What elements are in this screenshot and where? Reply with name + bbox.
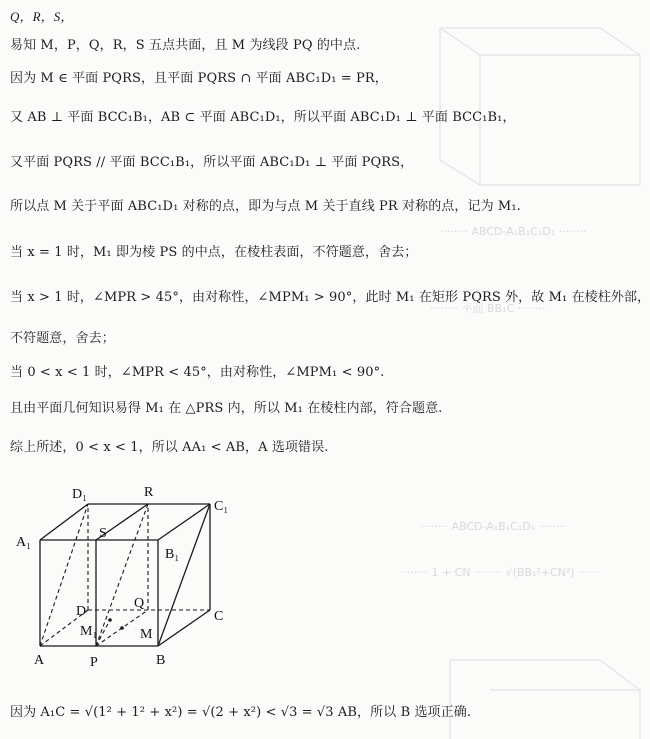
text-line-7: 当 x = 1 时，M₁ 即为棱 PS 的中点，在棱柱表面，不符题意，舍去； — [10, 245, 418, 260]
label-m1: M₁ — [80, 624, 98, 639]
label-q: Q — [134, 596, 145, 611]
label-a1: A₁ — [16, 535, 31, 550]
text-line-4: 又 AB ⊥ 平面 BCC₁B₁，AB ⊂ 平面 ABC₁D₁，所以平面 ABC₁D₁ ⊥ 平面 BCC₁B₁， — [10, 110, 516, 125]
label-r: R — [144, 485, 154, 500]
hidden-edge-p-m1 — [96, 620, 110, 646]
label-b: B — [156, 653, 166, 668]
text-line-12: 综上所述，0 < x < 1，所以 AA₁ < AB，A 选项错误. — [10, 440, 329, 455]
text-line-11: 且由平面几何知识易得 M₁ 在 △PRS 内，所以 M₁ 在棱柱内部，符合题意. — [10, 401, 443, 416]
point-m1 — [108, 618, 112, 622]
bleed-through-text-2: ········ 平面 BB₁C ········ — [430, 302, 546, 315]
point-m — [120, 626, 124, 630]
text-line-10: 当 0 < x < 1 时，∠MPR < 45°，由对称性，∠MPM₁ < 90°. — [10, 365, 385, 380]
text-line-5: 又平面 PQRS // 平面 BCC₁B₁，所以平面 ABC₁D₁ ⊥ 平面 PQRS， — [10, 155, 414, 170]
label-b1: B₁ — [165, 547, 180, 562]
text-line-2: 易知 M，P，Q，R，S 五点共面，且 M 为线段 PQ 的中点. — [10, 38, 361, 53]
edge-b1-c1 — [158, 504, 210, 540]
text-line-9: 不符题意，舍去； — [10, 331, 115, 346]
label-p: P — [90, 655, 98, 670]
label-a: A — [34, 653, 45, 668]
text-line-3: 因为 M ∈ 平面 PQRS，且平面 PQRS ∩ 平面 ABC₁D₁ = PR， — [10, 71, 388, 86]
label-c: C — [214, 609, 224, 624]
text-line-8: 当 x > 1 时，∠MPR > 45°，由对称性，∠MPM₁ > 90°，此时 M₁ 在矩形 PQRS 外，故 M₁ 在棱柱外部， — [10, 290, 650, 305]
bleed-through-text-3: ········ ABCD-A₁B₁C₁D₁ ········ — [420, 520, 567, 533]
label-m: M — [140, 627, 153, 642]
text-line-6: 所以点 M 关于平面 ABC₁D₁ 对称的点，即为与点 M 关于直线 PR 对称的点，记为 M₁. — [10, 199, 521, 214]
text-line-1: Q，R，S， — [10, 9, 74, 24]
label-c1: C₁ — [214, 499, 229, 514]
prism-figure — [10, 480, 270, 680]
label-d: D — [76, 604, 87, 619]
label-s: S — [99, 526, 107, 541]
edge-a1-d1 — [40, 504, 88, 540]
bleed-through-text-4: ········ 1 + CN ········ √(BB₁²+CN²) ······ — [400, 566, 600, 579]
bleed-through-text-1: ········ ABCD-A₁B₁C₁D₁ ········ — [440, 225, 587, 238]
label-d1: D₁ — [72, 487, 87, 502]
text-line-13: 因为 A₁C = √(1² + 1² + x²) = √(2 + x²) < √3 = √3 AB，所以 B 选项正确. — [10, 705, 472, 720]
diagonal-b1-c — [158, 504, 210, 646]
edge-b-c — [158, 610, 210, 646]
